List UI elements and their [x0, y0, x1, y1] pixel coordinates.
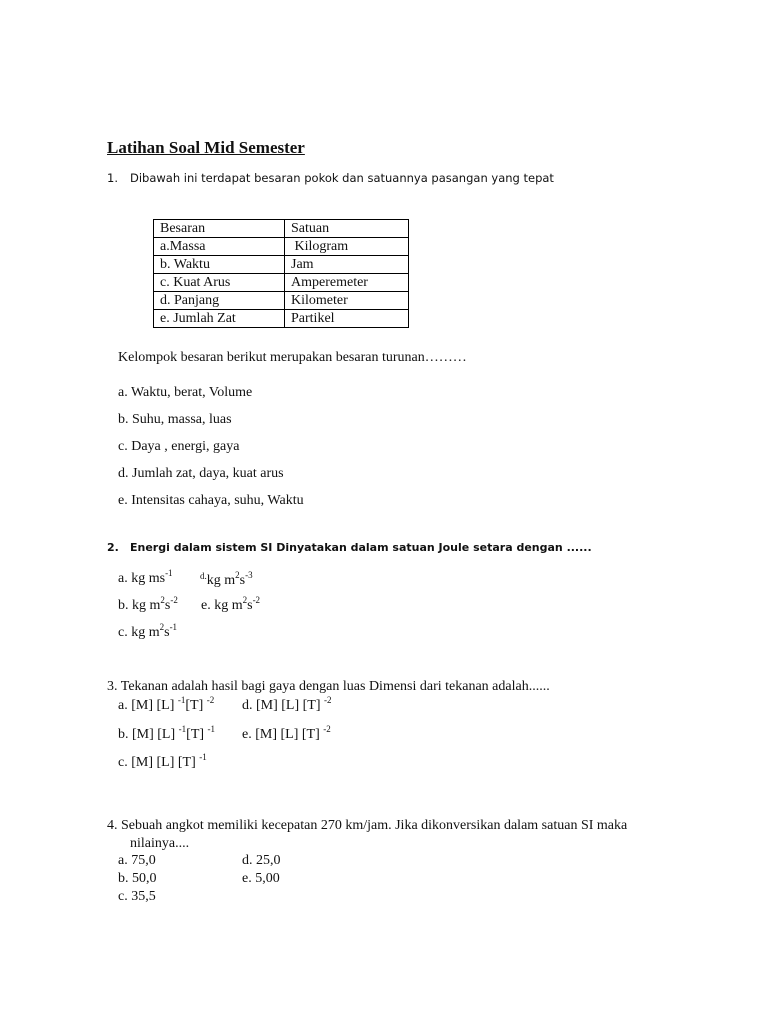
q2-option-b-exp2: -2: [170, 595, 178, 605]
table-cell: Jam: [285, 256, 409, 274]
table-cell: c. Kuat Arus: [154, 274, 285, 292]
q3-option-c-exp: -1: [199, 752, 207, 762]
q2-option-b-text: b. kg m: [118, 598, 161, 613]
q3-option-b-exp1: -1: [178, 724, 187, 734]
q2-option-d-mid: s: [239, 573, 246, 588]
q3-option-d: [242, 695, 332, 714]
q2-option-e-exp1: 2: [242, 595, 248, 605]
table-cell: Kilometer: [285, 292, 409, 310]
q1-follow-up: Kelompok besaran berikut merupakan besaran turunan………: [118, 350, 467, 365]
q4-option-e: e. 5,00: [242, 871, 280, 886]
q2-option-c-text: c. kg m: [118, 625, 160, 640]
q3-option-c-text: c. [M] [L] [T]: [118, 755, 200, 770]
q2-option-c-exp1: 2: [159, 622, 165, 632]
table-header-cell: Satuan: [285, 220, 409, 238]
q2-number: 2.: [107, 541, 119, 554]
table-cell: d. Panjang: [154, 292, 285, 310]
q1-option-a: a. Waktu, berat, Volume: [118, 385, 253, 400]
table-cell: Partikel: [285, 310, 409, 328]
q1-option-c: c. Daya , energi, gaya: [118, 439, 240, 454]
table-row: [154, 310, 409, 328]
q3-option-c: [118, 752, 207, 771]
table-cell: b. Waktu: [154, 256, 285, 274]
q2-option-e-exp2: -2: [252, 595, 261, 605]
q4-option-d: d. 25,0: [242, 853, 281, 868]
q3-option-b-exp2: -1: [207, 724, 216, 734]
q3-option-d-text: d. [M] [L] [T]: [242, 698, 325, 713]
q1-option-b: b. Suhu, massa, luas: [118, 412, 232, 427]
q3-option-b-mid: [T]: [186, 727, 208, 742]
q3-option-e: [242, 724, 331, 743]
q4-text-line1: 4. Sebuah angkot memiliki kecepatan 270 km/jam. Jika dikonversikan dalam satuan SI maka: [107, 818, 628, 833]
q3-option-a-mid: [T]: [185, 698, 207, 713]
table-row: [154, 238, 409, 256]
q1-option-d: d. Jumlah zat, daya, kuat arus: [118, 466, 284, 481]
table-row: [154, 292, 409, 310]
page-title: Latihan Soal Mid Semester: [107, 138, 305, 157]
q2-option-d-label: d.: [200, 571, 207, 581]
q4-option-b: b. 50,0: [118, 871, 157, 886]
q2-option-e-mid: s: [247, 598, 253, 613]
table-cell: Kilogram: [285, 238, 409, 256]
table-cell: e. Jumlah Zat: [154, 310, 285, 328]
q2-option-b-exp1: 2: [160, 595, 165, 605]
q2-option-c-exp2: -1: [169, 622, 178, 632]
q3-option-e-text: e. [M] [L] [T]: [242, 727, 324, 742]
q2-text: Energi dalam sistem SI Dinyatakan dalam satuan Joule setara dengan ......: [130, 541, 592, 554]
q2-option-d-exp1: 2: [235, 570, 240, 580]
q2-option-a-text: a. kg ms: [118, 571, 166, 586]
q3-option-d-exp: -2: [324, 695, 332, 705]
q2-option-c-mid: s: [164, 625, 170, 640]
q2-option-a-exp: -1: [165, 568, 173, 578]
q4-option-c: c. 35,5: [118, 889, 156, 904]
q1-text: Dibawah ini terdapat besaran pokok dan satuannya pasangan yang tepat: [130, 171, 554, 185]
q4-option-a: a. 75,0: [118, 853, 156, 868]
q3-option-e-exp: -2: [323, 724, 331, 734]
q3-option-b-text: b. [M] [L]: [118, 727, 179, 742]
table-row: [154, 256, 409, 274]
table-header-cell: Besaran: [154, 220, 285, 238]
table-cell: Amperemeter: [285, 274, 409, 292]
q3-option-b: [118, 724, 216, 743]
table-header-row: [154, 220, 409, 238]
q2-option-a: [118, 568, 173, 587]
q3-option-a-text: a. [M] [L]: [118, 698, 178, 713]
table-row: [154, 274, 409, 292]
q2-option-b: [118, 595, 178, 614]
q2-option-e-text: e. kg m: [201, 598, 243, 613]
besaran-satuan-table: [153, 219, 409, 328]
q1-number: 1.: [107, 171, 118, 185]
q2-option-d: [200, 571, 253, 589]
q3-option-a-exp2: -2: [206, 695, 215, 705]
table-cell: a.Massa: [154, 238, 285, 256]
q3-option-a: [118, 695, 215, 714]
q2-option-c: [118, 622, 178, 641]
q1-option-e: e. Intensitas cahaya, suhu, Waktu: [118, 493, 304, 508]
q2-option-e: [201, 595, 261, 614]
q2-option-b-mid: s: [164, 598, 171, 613]
q2-option-d-text: kg m: [206, 573, 236, 588]
q3-option-a-exp1: -1: [177, 695, 186, 705]
q2-option-d-exp2: -3: [245, 570, 253, 580]
q3-text: 3. Tekanan adalah hasil bagi gaya dengan luas Dimensi dari tekanan adalah......: [107, 679, 550, 694]
q4-text-line2: nilainya....: [130, 836, 190, 851]
